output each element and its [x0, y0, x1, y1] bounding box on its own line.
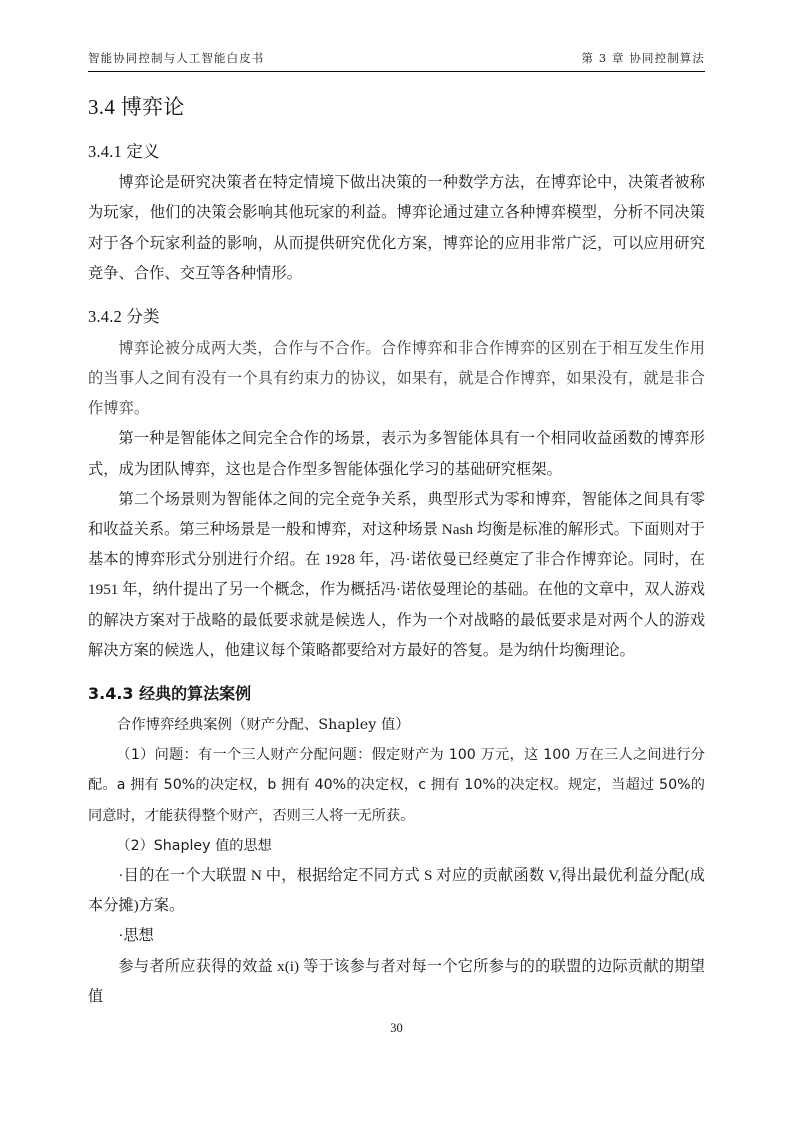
paragraph-3-4-2-first-scenario: 第一种是智能体之间完全合作的场景，表示为多智能体具有一个相同收益函数的博弈形式，成为团队博弈，这也是合作型多智能体强化学习的基础研究框架。 — [88, 430, 705, 478]
section-heading-3-4: 3.4 博弈论 — [88, 95, 185, 119]
case-study-item-2: （2）Shapley 值的思想 — [116, 837, 272, 854]
header-chapter-title: 第 3 章 协同控制算法 — [581, 51, 705, 65]
page-content — [88, 92, 705, 1012]
page-number: 30 — [390, 1021, 403, 1035]
section-heading-3-4-3: 3.4.3 经典的算法案例 — [88, 684, 252, 704]
section-heading-3-4-1: 3.4.1 定义 — [88, 141, 160, 161]
case-study-bullet-purpose: ·目的在一个大联盟 N 中，根据给定不同方式 S 对应的贡献函数 V,得出最优利益分配(成本分摊)方案。 — [88, 867, 705, 915]
running-header — [88, 50, 705, 72]
section-heading-3-4-2: 3.4.2 分类 — [88, 307, 160, 327]
case-study-item-3: 参与者所应获得的效益 x(i) 等于该参与者对每一个它所参与的的联盟的边际贡献的期望值 — [88, 957, 705, 1005]
paragraph-3-4-1-definition: 博弈论是研究决策者在特定情境下做出决策的一种数学方法，在博弈论中，决策者被称为玩家，他们的决策会影响其他玩家的利益。博弈论通过建立各种博弈模型，分析不同决策对于各个玩家利益的影响，从而提供研究优化方案，博弈论的应用非常广泛，可以应用研究竞争、合作、交互等各种情形。 — [88, 174, 705, 282]
header-document-title: 智能协同控制与人工智能白皮书 — [88, 51, 265, 65]
case-study-caption: 合作博弈经典案例（财产分配、Shapley 值） — [116, 717, 410, 734]
paragraph-3-4-2-second-scenario: 第二个场景则为智能体之间的完全竞争关系，典型形式为零和博弈，智能体之间具有零和收益关系。第三种场景是一般和博弈，对这种场景 Nash 均衡是标准的解形式。下面则对于基本的博弈形式分别进行介绍。在 1928 年，冯·诺依曼已经奠定了非合作博弈论。同时，在 1951 年，纳什提出了另一个概念，作为概括冯·诺依曼理论的基础。在他的文章中，双人游戏的解决方案对于战略的最低要求就是候选人，作为一个对战略的最低要求是对两个人的游戏解决方案的候选人，他建议每个策略都要给对方最好的答复。是为纳什均衡理论。 — [88, 490, 705, 659]
page-footer — [0, 1021, 793, 1036]
paragraph-3-4-2-classification: 博弈论被分成两大类，合作与不合作。合作博弈和非合作博弈的区别在于相互发生作用的当事人之间有没有一个具有约束力的协议，如果有，就是合作博弈，如果没有，就是非合作博弈。 — [88, 339, 705, 418]
case-study-item-1: （1）问题：有一个三人财产分配问题：假定财产为 100 万元，这 100 万在三人之间进行分配。a 拥有 50%的决定权，b 拥有 40%的决定权，c 拥有 10%的决定权。规定，当超过 50%的同意时，才能获得整个财产，否则三人将一无所获。 — [88, 747, 705, 824]
case-study-bullet-idea: ·思想 — [118, 927, 154, 945]
